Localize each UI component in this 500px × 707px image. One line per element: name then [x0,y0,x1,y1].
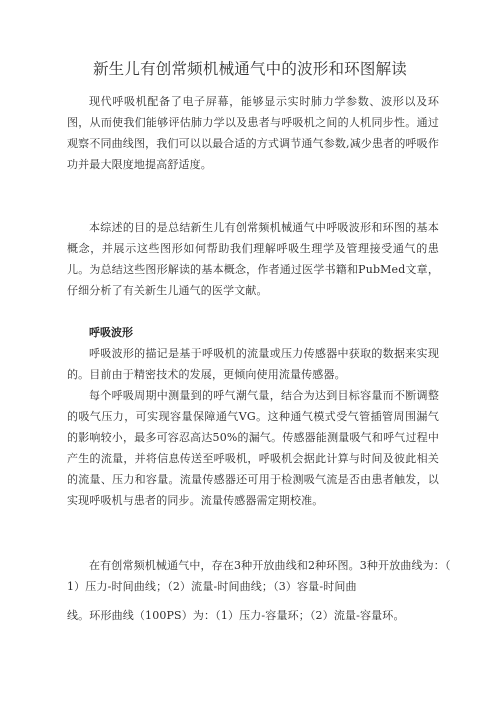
paragraph-objective: 本综述的目的是总结新生儿有创常频机械通气中呼吸波形和环图的基本概念，并展示这些图形如何帮助我们理解呼吸生理学及管理接受通气的患儿。为总结这些图形解读的基本概念，作者通过医学书籍和PubMed文章，仔细分析了有关新生儿通气的医学文献。 [67,221,439,297]
paragraph-flow-sensor: 每个呼吸周期中测量到的呼气潮气量，结合为达到目标容量而不断调整的吸气压力，可实现容量保障通气VG。这种通气模式受气管插管周围漏气的影响较小，最多可容忍高达50%的漏气。传感器能测量吸气和呼气过程中产生的流量，并将信息传送至呼吸机，呼吸机会据此计算与时间及彼此相关的流量、压力和容量。流量传感器还可用于检测吸气流是否由患者触发，以实现呼吸机与患者的同步。流量传感器需定期校准。 [67,389,439,507]
paragraph-curves-line-3: 线。环形曲线（100PS）为：（1）压力-容量环；（2）流量-容量环。 [67,609,405,622]
document-title: 新生儿有创常频机械通气中的波形和环图解读 [92,60,407,78]
paragraph-curves [67,555,451,626]
paragraph-curves-line-2: 1）压力-时间曲线；（2）流量-时间曲线；（3）容量-时间曲 [67,580,357,593]
paragraph-intro: 现代呼吸机配备了电子屏幕，能够显示实时肺力学参数、波形以及环图，从而使我们能够评估肺力学以及患者与呼吸机之间的人机同步性。通过观察不同曲线图，我们可以以最合适的方式调节通气参数,减少患者的呼吸作功并最大限度地提高舒适度。 [67,95,439,171]
paragraph-curves-line-1: 在有创常频机械通气中，存在3种开放曲线和2种环图。3种开放曲线为：（ [89,559,451,572]
paragraph-waveform-intro: 呼吸波形的描记是基于呼吸机的流量或压力传感器中获取的数据来实现的。目前由于精密技术的发展，更倾向使用流量传感器。 [67,347,439,381]
section-heading: 呼吸波形 [89,326,133,339]
